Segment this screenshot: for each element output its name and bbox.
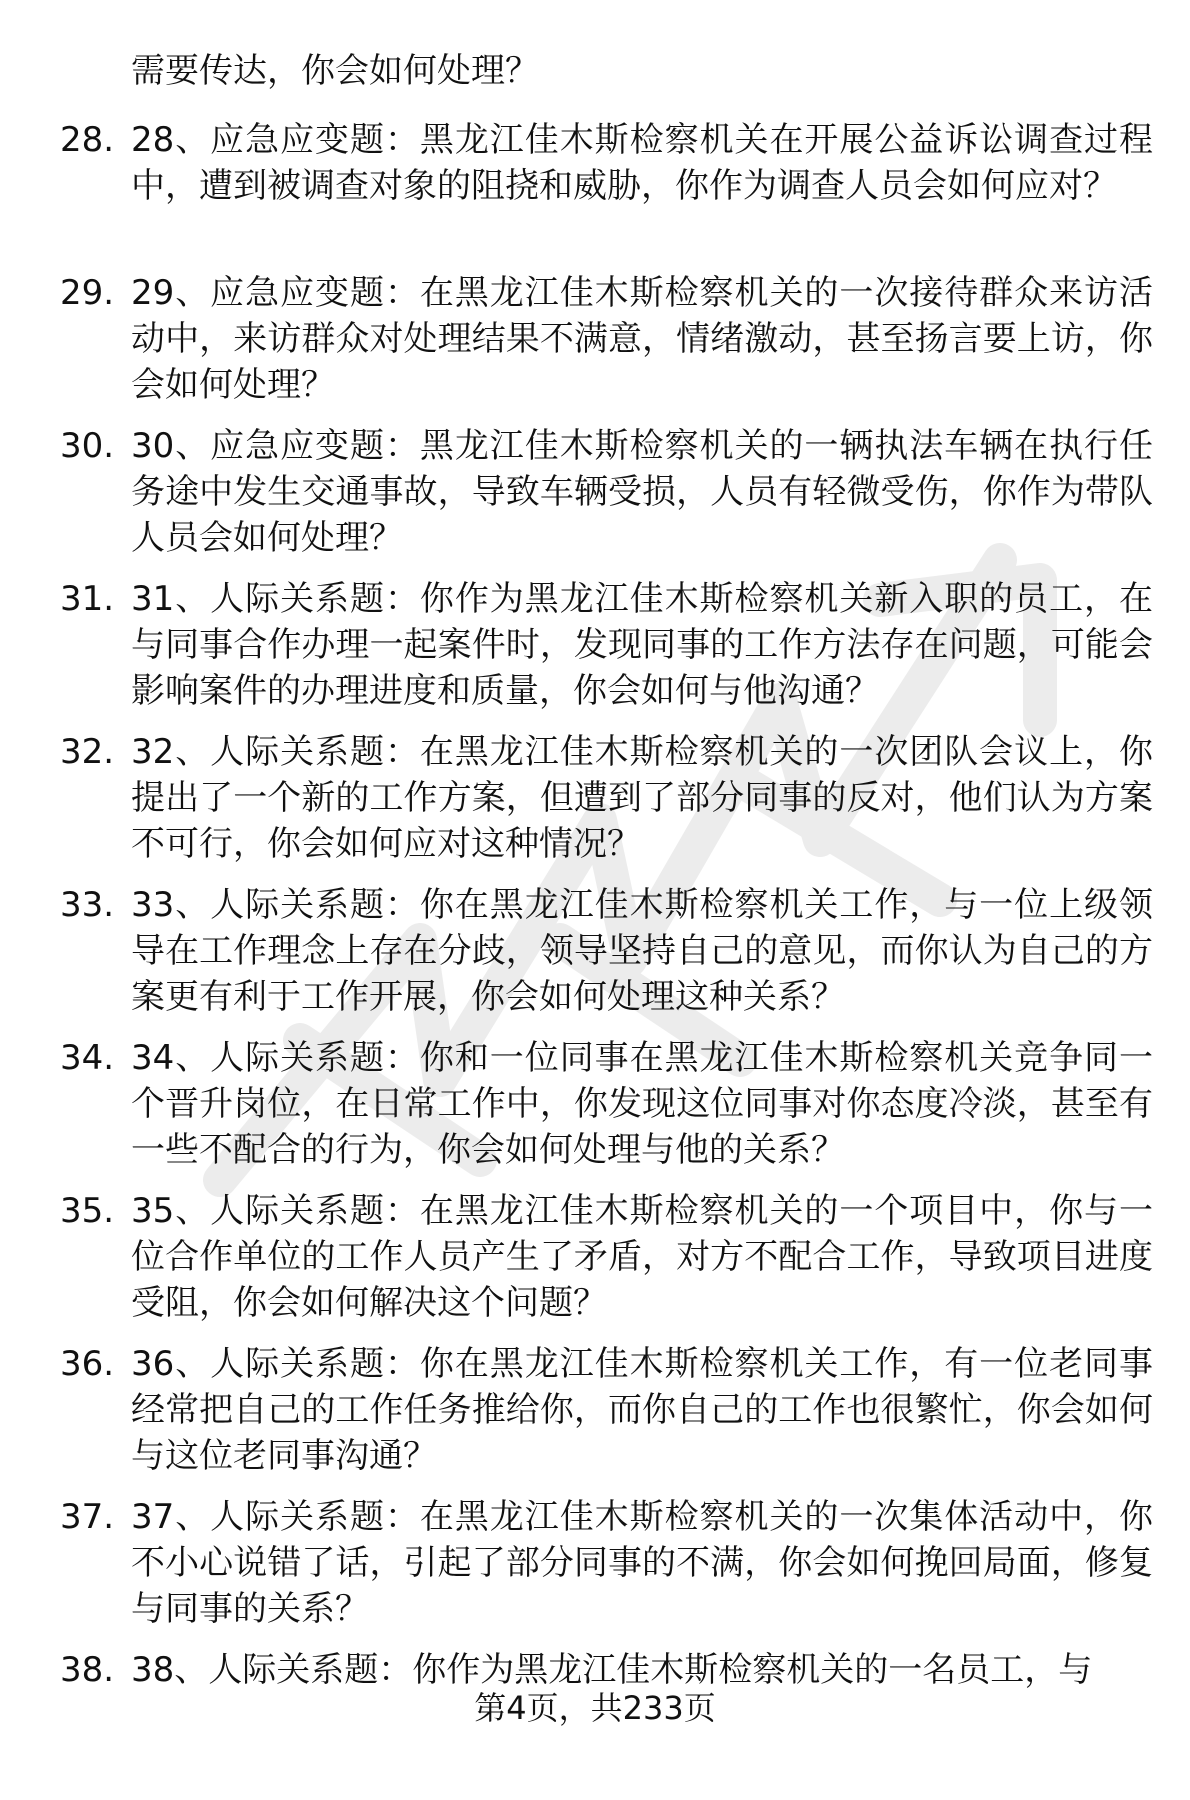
list-item (0, 729, 1190, 882)
item-number: 38. (60, 1650, 115, 1690)
list-item (0, 882, 1190, 1035)
item-number: 33. (60, 885, 115, 925)
item-number: 28. (60, 120, 115, 160)
list-item (0, 117, 1190, 270)
item-text: 38、人际关系题：你作为黑龙江佳木斯检察机关的一名员工，与 (131, 1650, 1093, 1690)
item-number: 29. (60, 273, 115, 313)
item-text: 34、人际关系题：你和一位同事在黑龙江佳木斯检察机关竞争同一个晋升岗位，在日常工作中，你发现这位同事对你态度冷淡，甚至有一些不配合的行为，你会如何处理与他的关系？ (131, 1038, 1153, 1170)
item-number: 32. (60, 732, 115, 772)
item-number: 31. (60, 579, 115, 619)
item-text: 36、人际关系题：你在黑龙江佳木斯检察机关工作，有一位老同事经常把自己的工作任务推给你，而你自己的工作也很繁忙，你会如何与这位老同事沟通？ (131, 1344, 1153, 1476)
list-item (0, 1494, 1190, 1647)
item-text: 28、应急应变题：黑龙江佳木斯检察机关在开展公益诉讼调查过程中，遭到被调查对象的阻挠和威胁，你作为调查人员会如何应对？ (131, 120, 1153, 206)
item-text: 37、人际关系题：在黑龙江佳木斯检察机关的一次集体活动中，你不小心说错了话，引起了部分同事的不满，你会如何挽回局面，修复与同事的关系？ (131, 1497, 1153, 1629)
list-item (0, 1188, 1190, 1341)
list-item (0, 270, 1190, 423)
list-item (0, 423, 1190, 576)
item-number: 30. (60, 426, 115, 466)
item-text: 33、人际关系题：你在黑龙江佳木斯检察机关工作，与一位上级领导在工作理念上存在分歧，领导坚持自己的意见，而你认为自己的方案更有利于工作开展，你会如何处理这种关系？ (131, 885, 1153, 1017)
page-footer: 第4页，共233页 (474, 1689, 716, 1727)
item-number: 34. (60, 1038, 115, 1078)
item-text: 35、人际关系题：在黑龙江佳木斯检察机关的一个项目中，你与一位合作单位的工作人员产生了矛盾，对方不配合工作，导致项目进度受阻，你会如何解决这个问题？ (131, 1191, 1153, 1323)
item-number: 36. (60, 1344, 115, 1384)
question-list (0, 117, 1190, 1800)
item-number: 35. (60, 1191, 115, 1231)
item-text: 32、人际关系题：在黑龙江佳木斯检察机关的一次团队会议上，你提出了一个新的工作方案，但遭到了部分同事的反对，他们认为方案不可行，你会如何应对这种情况？ (131, 732, 1153, 864)
list-item (0, 1035, 1190, 1188)
item-number: 37. (60, 1497, 115, 1537)
item-text: 30、应急应变题：黑龙江佳木斯检察机关的一辆执法车辆在执行任务途中发生交通事故，导致车辆受损，人员有轻微受伤，你作为带队人员会如何处理？ (131, 426, 1153, 558)
item-text: 29、应急应变题：在黑龙江佳木斯检察机关的一次接待群众来访活动中，来访群众对处理结果不满意，情绪激动，甚至扬言要上访，你会如何处理？ (131, 273, 1153, 405)
continuation-text: 需要传达，你会如何处理？ (131, 51, 539, 91)
list-item (0, 576, 1190, 729)
list-item (0, 1341, 1190, 1494)
item-text: 31、人际关系题：你作为黑龙江佳木斯检察机关新入职的员工，在与同事合作办理一起案件时，发现同事的工作方法存在问题，可能会影响案件的办理进度和质量，你会如何与他沟通？ (131, 579, 1153, 711)
